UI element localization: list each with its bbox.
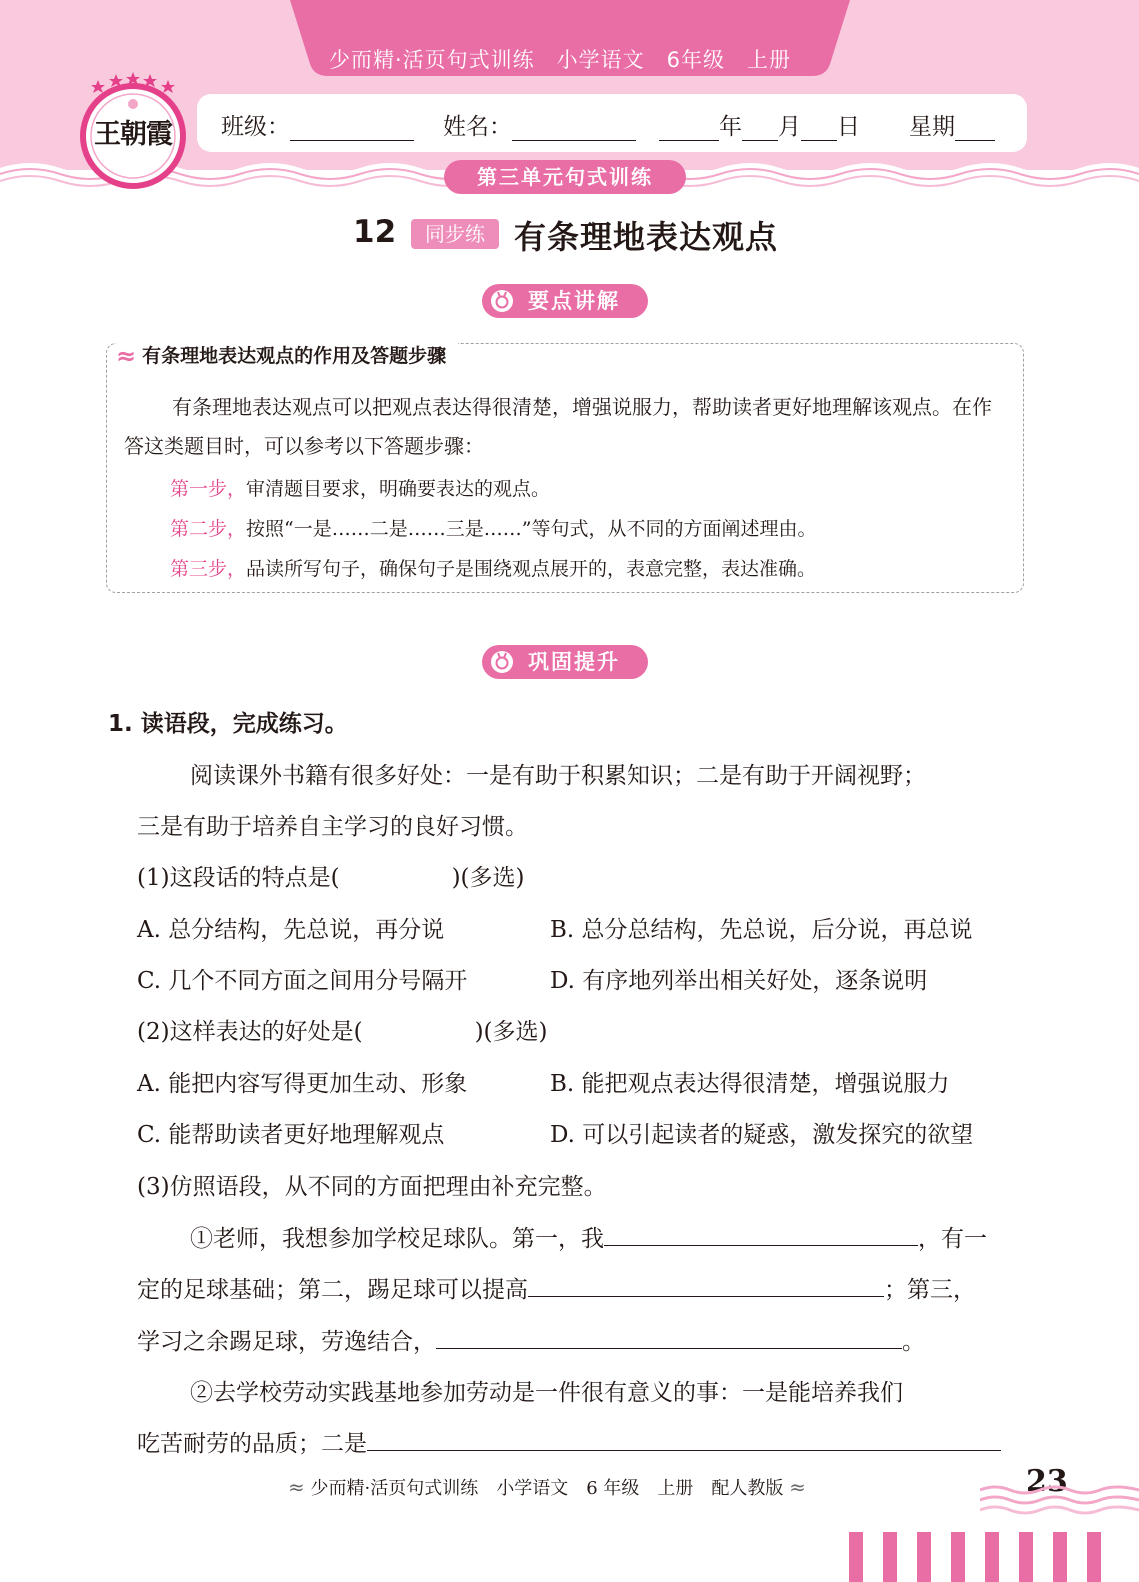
fill-blank-1[interactable] — [604, 1221, 918, 1246]
month-label: 月 — [778, 114, 801, 140]
option-1a: A. 总分结构，先总说，再分说 — [137, 917, 445, 943]
sub-question-1-suffix: )(多选) — [451, 865, 525, 891]
item-1-text-d: ；第三， — [884, 1277, 976, 1303]
step-1 — [170, 474, 550, 501]
sub-question-1-prefix: (1)这段话的特点是( — [137, 865, 340, 891]
sub-question-1 — [137, 859, 524, 892]
weekday-label: 星期 — [909, 114, 955, 140]
item-1-text-f: 。 — [902, 1329, 925, 1355]
logo-text: 王朝霞 — [94, 119, 172, 150]
footer-text — [288, 1474, 806, 1500]
item-1-line-2 — [137, 1271, 976, 1304]
year-label: 年 — [719, 114, 742, 140]
name-label: 姓名： — [443, 114, 512, 140]
unit-title: 第三单元句式训练 — [444, 160, 686, 194]
option-2c: C. 能帮助读者更好地理解观点 — [137, 1122, 445, 1148]
option-1b: B. 总分总结构，先总说，后分说，再总说 — [550, 917, 973, 943]
day-label: 日 — [837, 114, 860, 140]
medal-icon — [490, 289, 514, 313]
lesson-number: 12 — [353, 214, 397, 250]
footer-series: 少而精·活页句式训练 小学语文 6 年级 上册 配人教版 — [310, 1478, 784, 1499]
section-key-points-label: 要点讲解 — [528, 289, 620, 313]
sub-question-2-prefix: (2)这样表达的好处是( — [137, 1019, 363, 1045]
student-info-bar — [197, 94, 1027, 152]
option-2b: B. 能把观点表达得很清楚，增强说服力 — [550, 1071, 950, 1097]
class-label: 班级： — [221, 114, 290, 140]
step-1-label: 第一步， — [170, 478, 247, 500]
name-blank[interactable] — [512, 114, 636, 141]
sub-question-3: (3)仿照语段，从不同的方面把理由补充完整。 — [137, 1174, 607, 1200]
page-number: 23 — [1026, 1464, 1068, 1499]
item-2-line-1: ②去学校劳动实践基地参加劳动是一件很有意义的事：一是能培养我们 — [190, 1380, 903, 1406]
section-key-points — [482, 284, 648, 318]
wave-icon: ≈ — [789, 1475, 806, 1499]
item-2-line-2 — [137, 1425, 1001, 1458]
item-2-text-b: 吃苦耐劳的品质；二是 — [137, 1431, 367, 1457]
month-blank[interactable] — [742, 114, 778, 141]
step-1-text: 审清题目要求，明确要表达的观点。 — [246, 478, 551, 500]
step-2-label: 第二步， — [170, 518, 247, 540]
item-1-text-a: ①老师，我想参加学校足球队。第一，我 — [190, 1226, 604, 1252]
day-blank[interactable] — [801, 114, 837, 141]
step-2 — [170, 514, 816, 541]
passage-line-2: 三是有助于培养自主学习的良好习惯。 — [137, 814, 528, 840]
fill-blank-4[interactable] — [367, 1426, 1001, 1451]
item-1-text-e: 学习之余踢足球，劳逸结合， — [137, 1329, 436, 1355]
item-1-text-c: 定的足球基础；第二，踢足球可以提高 — [137, 1277, 528, 1303]
key-points-intro: 有条理地表达观点可以把观点表达得很清楚，增强说服力，帮助读者更好地理解该观点。在作答这类题目时，可以参考以下答题步骤： — [124, 395, 992, 458]
medal-icon — [490, 650, 514, 674]
section-practice — [482, 645, 648, 679]
footer-stripes-decoration — [845, 1532, 1139, 1582]
sub-question-2-suffix: )(多选) — [474, 1019, 548, 1045]
wave-icon: ≈ — [288, 1475, 305, 1499]
lesson-tag: 同步练 — [411, 219, 499, 249]
item-1-line-1 — [190, 1220, 987, 1253]
item-1-text-b: ，有一 — [918, 1226, 987, 1252]
option-2a: A. 能把内容写得更加生动、形象 — [137, 1071, 468, 1097]
question-1-title: 1. 读语段，完成练习。 — [108, 711, 348, 737]
step-3-label: 第三步， — [170, 558, 247, 580]
weekday-blank[interactable] — [955, 114, 995, 141]
footer-wave-decoration — [980, 1480, 1139, 1516]
year-blank[interactable] — [659, 114, 719, 141]
step-3-text: 品读所写句子，确保句子是围绕观点展开的，表意完整，表达准确。 — [246, 558, 817, 580]
fill-blank-2[interactable] — [528, 1272, 884, 1297]
wave-icon: ≈ — [116, 342, 137, 370]
fill-blank-3[interactable] — [436, 1324, 902, 1349]
key-points-heading-text: 有条理地表达观点的作用及答题步骤 — [142, 345, 447, 367]
step-2-text: 按照“一是……二是……三是……”等句式，从不同的方面阐述理由。 — [246, 518, 817, 540]
sub-question-2 — [137, 1013, 547, 1046]
series-title: 少而精·活页句式训练 小学语文 6年级 上册 — [328, 48, 792, 72]
item-1-line-3 — [137, 1323, 925, 1356]
section-practice-label: 巩固提升 — [528, 650, 620, 674]
key-points-heading — [116, 342, 458, 370]
class-blank[interactable] — [290, 114, 414, 141]
option-2d: D. 可以引起读者的疑惑，激发探究的欲望 — [550, 1122, 974, 1148]
lesson-title: 有条理地表达观点 — [514, 218, 779, 256]
option-1c: C. 几个不同方面之间用分号隔开 — [137, 968, 468, 994]
passage-line-1: 阅读课外书籍有很多好处：一是有助于积累知识；二是有助于开阔视野； — [190, 763, 926, 789]
option-1d: D. 有序地列举出相关好处，逐条说明 — [550, 968, 928, 994]
step-3 — [170, 554, 816, 581]
